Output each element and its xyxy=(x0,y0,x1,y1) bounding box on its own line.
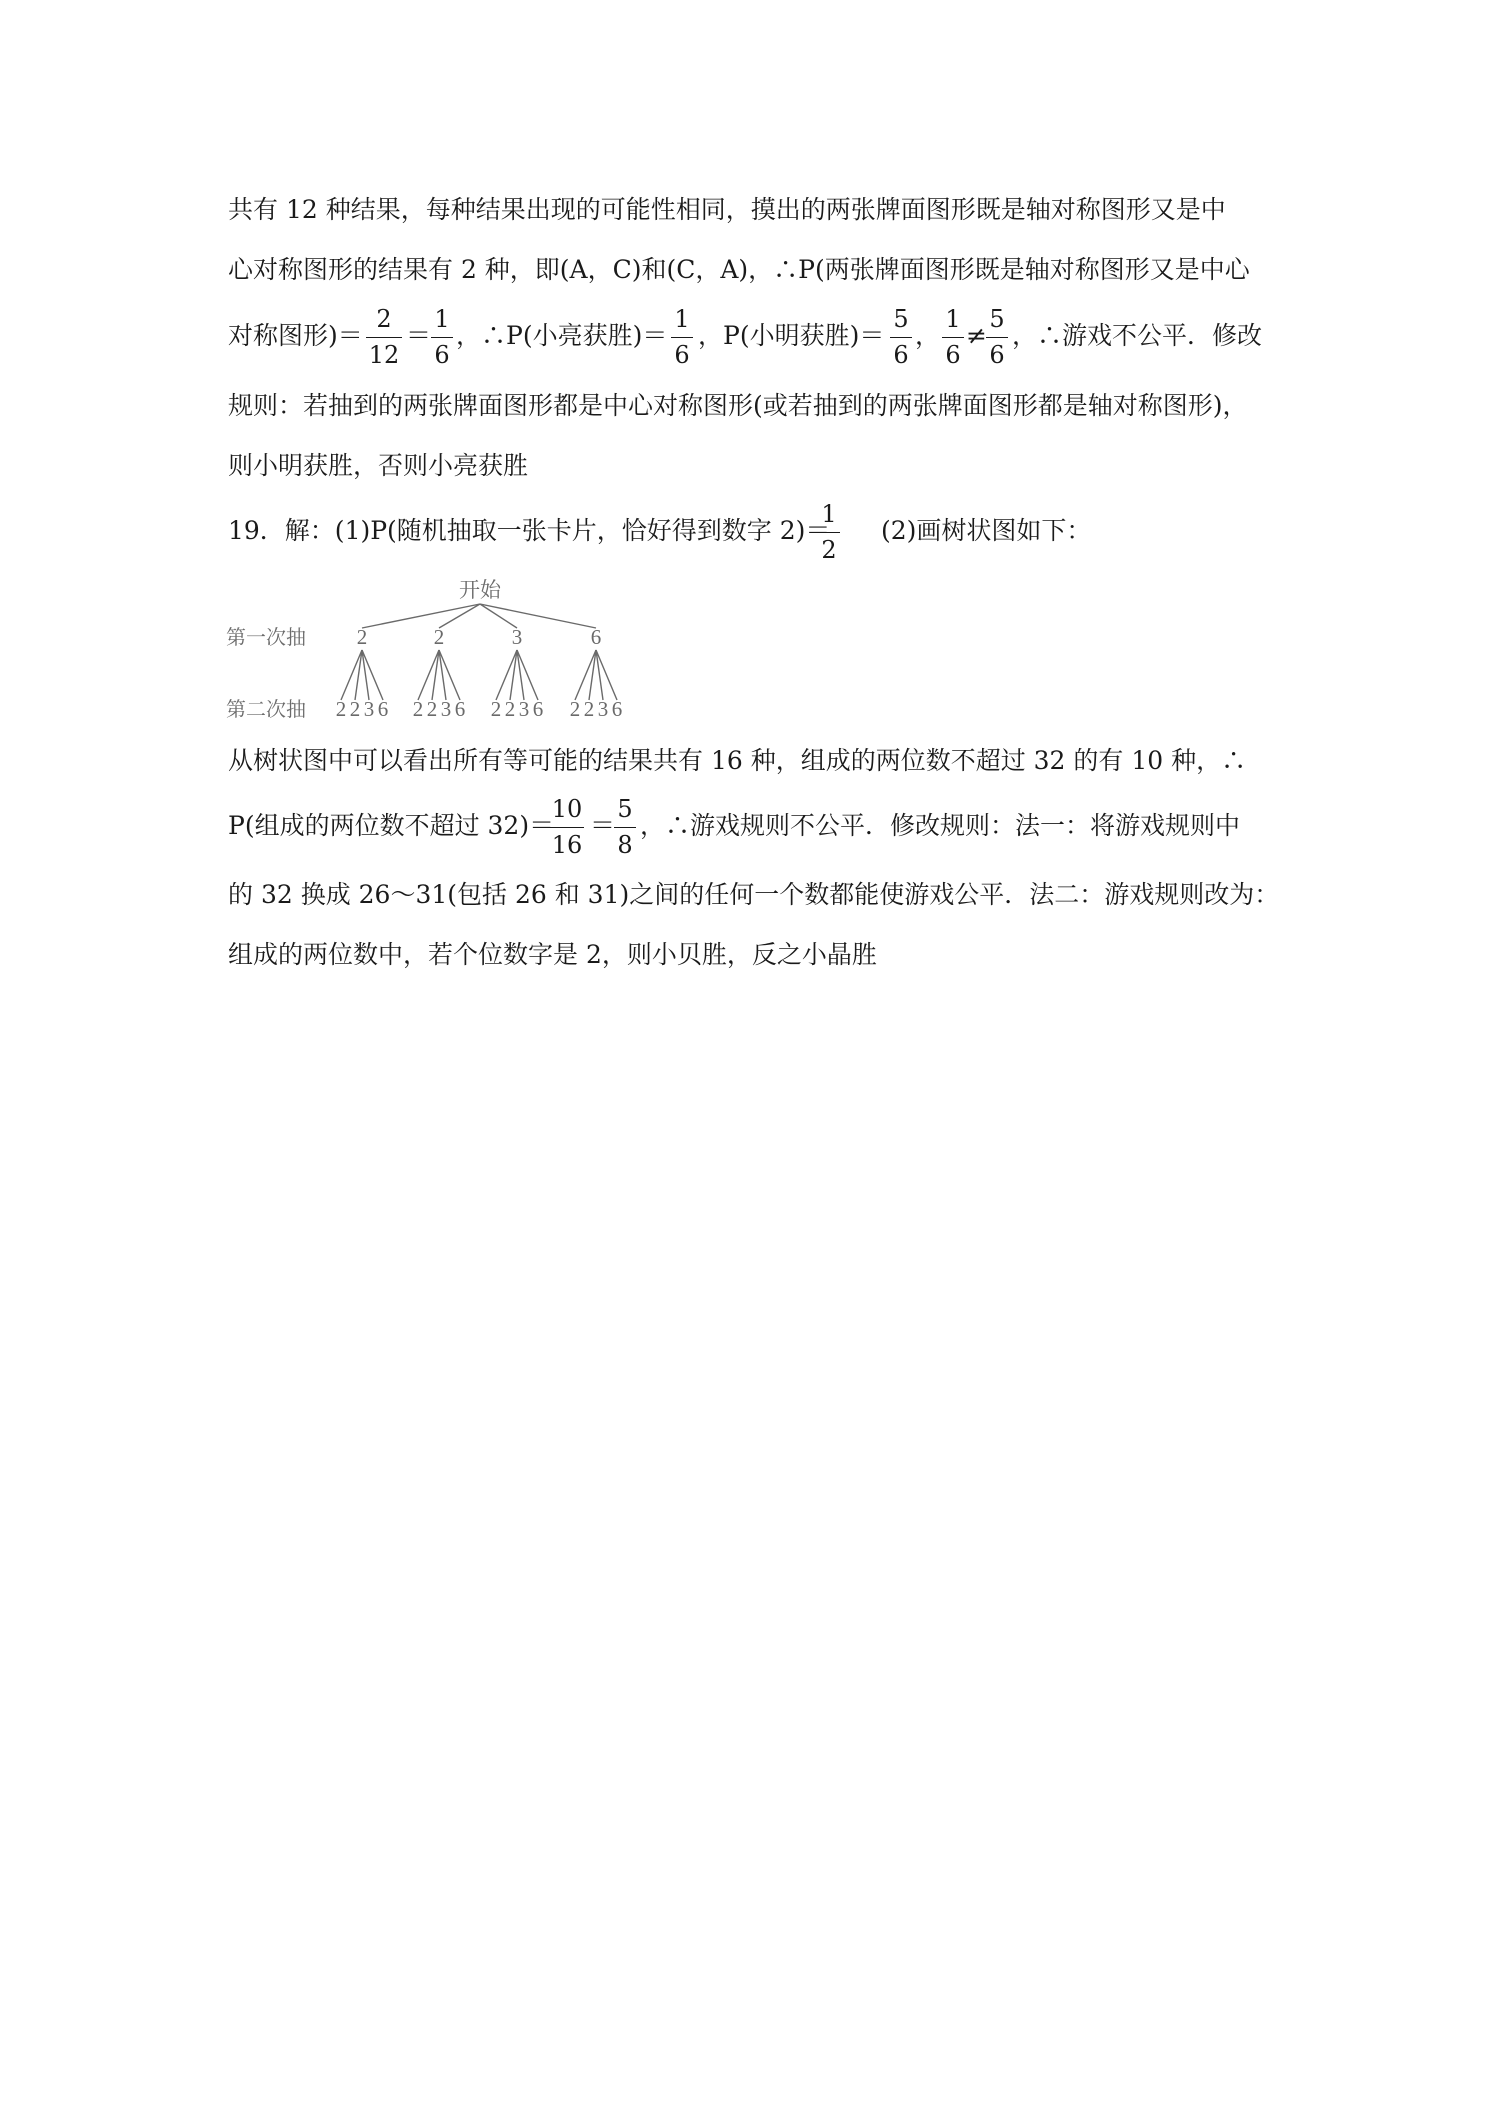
tree-node-level2: 2 xyxy=(426,697,438,721)
tree-node-level2: 2 xyxy=(412,697,424,721)
denominator: 6 xyxy=(945,341,961,369)
denominator: 6 xyxy=(674,341,690,369)
fraction xyxy=(942,307,964,367)
tree-node-level2: 6 xyxy=(532,697,544,721)
paragraph-line: 心对称图形的结果有 2 种，即(A，C)和(C，A)，∴P(两张牌面图形既是轴对称图形又是中心 xyxy=(228,255,1250,284)
fraction xyxy=(614,797,636,857)
paragraph-text: ，∴游戏规则不公平．修改规则：法一：将游戏规则中 xyxy=(640,811,1241,840)
paragraph-line: 组成的两位数中，若个位数字是 2，则小贝胜，反之小晶胜 xyxy=(228,940,877,969)
paragraph-text: P(组成的两位数不超过 32)＝ xyxy=(228,811,555,840)
numerator: 1 xyxy=(821,500,837,528)
paragraph-text: 对称图形)＝ xyxy=(228,321,363,350)
tree-level2-label: 第二次抽 xyxy=(226,697,306,721)
tree-node-level1: 3 xyxy=(511,625,523,649)
paragraph-line: 规则：若抽到的两张牌面图形都是中心对称图形(或若抽到的两张牌面图形都是轴对称图形)， xyxy=(228,391,1248,420)
tree-node-level1: 6 xyxy=(590,625,602,649)
tree-node-level2: 2 xyxy=(504,697,516,721)
numerator: 2 xyxy=(376,305,392,333)
tree-node-level2: 3 xyxy=(440,697,452,721)
denominator: 6 xyxy=(989,341,1005,369)
tree-node-level1: 2 xyxy=(433,625,445,649)
fraction xyxy=(986,307,1008,367)
denominator: 6 xyxy=(893,341,909,369)
tree-node-level1: 2 xyxy=(356,625,368,649)
numerator: 1 xyxy=(945,305,961,333)
tree-node-level2: 2 xyxy=(335,697,347,721)
tree-node-level2: 6 xyxy=(611,697,623,721)
numerator: 5 xyxy=(893,305,909,333)
tree-node-level2: 2 xyxy=(569,697,581,721)
fraction xyxy=(550,797,584,857)
paragraph-line: 从树状图中可以看出所有等可能的结果共有 16 种，组成的两位数不超过 32 的有 10 种，∴ xyxy=(228,746,1247,775)
denominator: 2 xyxy=(821,536,837,564)
denominator: 12 xyxy=(368,341,400,369)
paragraph-text: ， xyxy=(915,321,941,350)
paragraph-line: 的 32 换成 26～31(包括 26 和 31)之间的任何一个数都能使游戏公平．法二：游戏规则改为： xyxy=(228,880,1280,909)
numerator: 1 xyxy=(434,305,450,333)
tree-root-label: 开始 xyxy=(459,578,501,602)
paragraph-text: (2)画树状图如下： xyxy=(881,516,1092,545)
fraction xyxy=(366,307,402,367)
not-equal-sign: ≠ xyxy=(966,321,987,350)
numerator: 1 xyxy=(674,305,690,333)
tree-node-level2: 6 xyxy=(454,697,466,721)
paragraph-text: ，∴P(小亮获胜)＝ xyxy=(456,321,668,350)
tree-node-level2: 2 xyxy=(349,697,361,721)
paragraph-line: 共有 12 种结果，每种结果出现的可能性相同，摸出的两张牌面图形既是轴对称图形又是中 xyxy=(228,195,1226,224)
tree-node-level2: 3 xyxy=(518,697,530,721)
tree-node-level2: 2 xyxy=(583,697,595,721)
tree-level1-label: 第一次抽 xyxy=(226,625,306,649)
tree-node-level2: 6 xyxy=(377,697,389,721)
numerator: 5 xyxy=(989,305,1005,333)
numerator: 5 xyxy=(617,795,633,823)
numerator: 10 xyxy=(551,795,583,823)
paragraph-text: ，P(小明获胜)＝ xyxy=(698,321,885,350)
tree-edge xyxy=(362,604,480,628)
denominator: 8 xyxy=(617,831,633,859)
fraction xyxy=(671,307,693,367)
fraction xyxy=(818,502,840,562)
tree-diagram xyxy=(222,572,642,722)
fraction xyxy=(890,307,912,367)
fraction xyxy=(431,307,453,367)
paragraph-text: ，∴游戏不公平．修改 xyxy=(1012,321,1263,350)
tree-node-level2: 3 xyxy=(597,697,609,721)
paragraph-text: 19．解：(1)P(随机抽取一张卡片，恰好得到数字 2)＝ xyxy=(228,516,831,545)
paragraph-text: ＝ xyxy=(406,321,432,350)
paragraph-text: ＝ xyxy=(590,811,616,840)
denominator: 16 xyxy=(551,831,583,859)
paragraph-line: 则小明获胜，否则小亮获胜 xyxy=(228,451,529,480)
tree-node-level2: 3 xyxy=(363,697,375,721)
denominator: 6 xyxy=(434,341,450,369)
tree-node-level2: 2 xyxy=(490,697,502,721)
